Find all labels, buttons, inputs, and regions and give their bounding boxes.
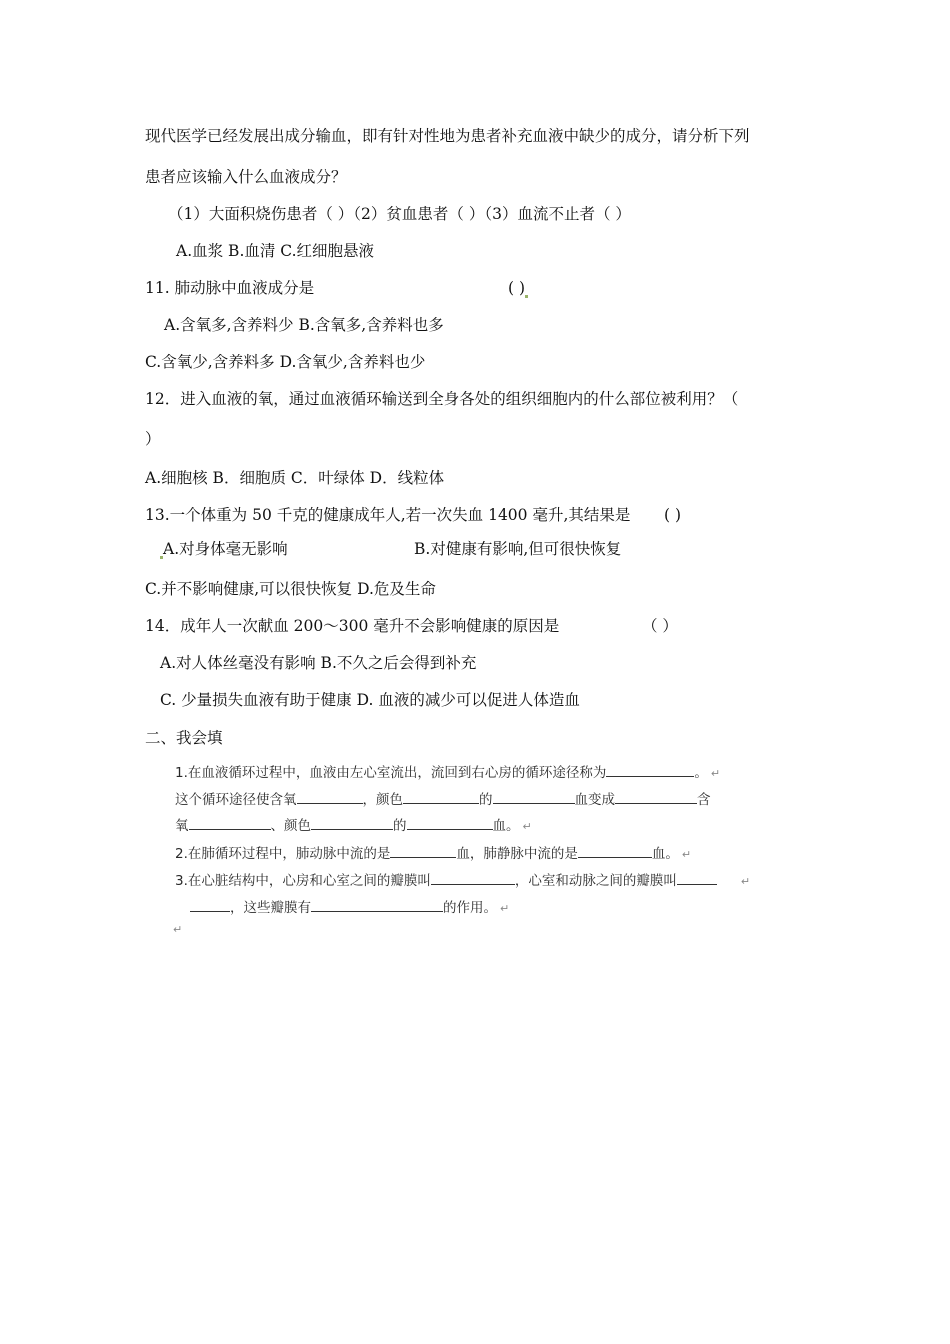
q14-answer-paren: （ ） <box>642 617 678 635</box>
q12-options: A.细胞核 B．细胞质 C．叶绿体 D．线粒体 <box>145 469 445 487</box>
fill-line-4: 2.在肺循环过程中，肺动脉中流的是 血，肺静脉中流的是 血。 ↵ <box>175 843 691 864</box>
edit-mark-icon <box>525 295 528 298</box>
intro-line-2: 患者应该输入什么血液成分？ <box>145 168 347 186</box>
q11-answer-paren: ( ) <box>508 278 528 298</box>
q13-option-b: B.对健康有影响,但可很快恢复 <box>414 540 622 558</box>
q11-options-ab: A.含氧多,含养料少 B.含氧多,含养料也多 <box>164 316 444 334</box>
fill-line-2: 这个循环途径使含氧 ，颜色 的 血变成 含 <box>175 789 711 809</box>
return-mark-icon: ↵ <box>173 923 183 936</box>
fill-line-7 <box>173 920 182 939</box>
return-mark-icon: ↵ <box>681 848 692 861</box>
fill-line-3: 氧 、颜色 的 血。 ↵ <box>175 815 532 836</box>
fill-line-5: 3.在心脏结构中，心房和心室之间的瓣膜叫 ，心室和动脉之间的瓣膜叫 ↵ <box>175 870 750 891</box>
q14-options-cd: C. 少量损失血液有助于健康 D. 血液的减少可以促进人体造血 <box>160 691 580 709</box>
q11-stem: 11. 肺动脉中血液成分是 <box>145 279 315 297</box>
intro-options: A.血浆 B.血清 C.红细胞悬液 <box>176 242 375 260</box>
q14-options-ab: A.对人体丝毫没有影响 B.不久之后会得到补充 <box>160 654 477 672</box>
q14-stem: 14．成年人一次献血 200～300 毫升不会影响健康的原因是 <box>145 617 560 635</box>
intro-line-1: 现代医学已经发展出成分输血，即有针对性地为患者补充血液中缺少的成分，请分析下列 <box>145 127 750 145</box>
q11-options-cd: C.含氧少,含养料多 D.含氧少,含养料也少 <box>145 353 426 371</box>
q12-stem-end: ） <box>145 430 161 448</box>
fill-line-1: 1.在血液循环过程中，血液由左心室流出，流回到右心房的循环途径称为 。 ↵ <box>175 762 720 783</box>
intro-sub-questions: （1）大面积烧伤患者（ ）（2）贫血患者（ ）（3）血流不止者（ ） <box>168 205 631 223</box>
return-mark-icon: ↵ <box>710 767 721 780</box>
section-title: 二、我会填 <box>145 729 223 747</box>
q13-stem: 13.一个体重为 50 千克的健康成年人,若一次失血 1400 毫升,其结果是 <box>145 506 631 524</box>
return-mark-icon: ↵ <box>500 902 510 915</box>
return-mark-icon: ↵ <box>740 875 751 888</box>
q12-stem: 12．进入血液的氧，通过血液循环输送到全身各处的组织细胞内的什么部位被利用？（ <box>145 390 739 408</box>
q13-answer-paren: ( ) <box>664 506 682 524</box>
return-mark-icon: ↵ <box>522 820 532 833</box>
fill-line-6: ，这些瓣膜有 的作用。 ↵ <box>190 897 509 918</box>
q13-option-a: A.对身体毫无影响 <box>160 539 288 559</box>
q13-options-cd: C.并不影响健康,可以很快恢复 D.危及生命 <box>145 580 436 598</box>
